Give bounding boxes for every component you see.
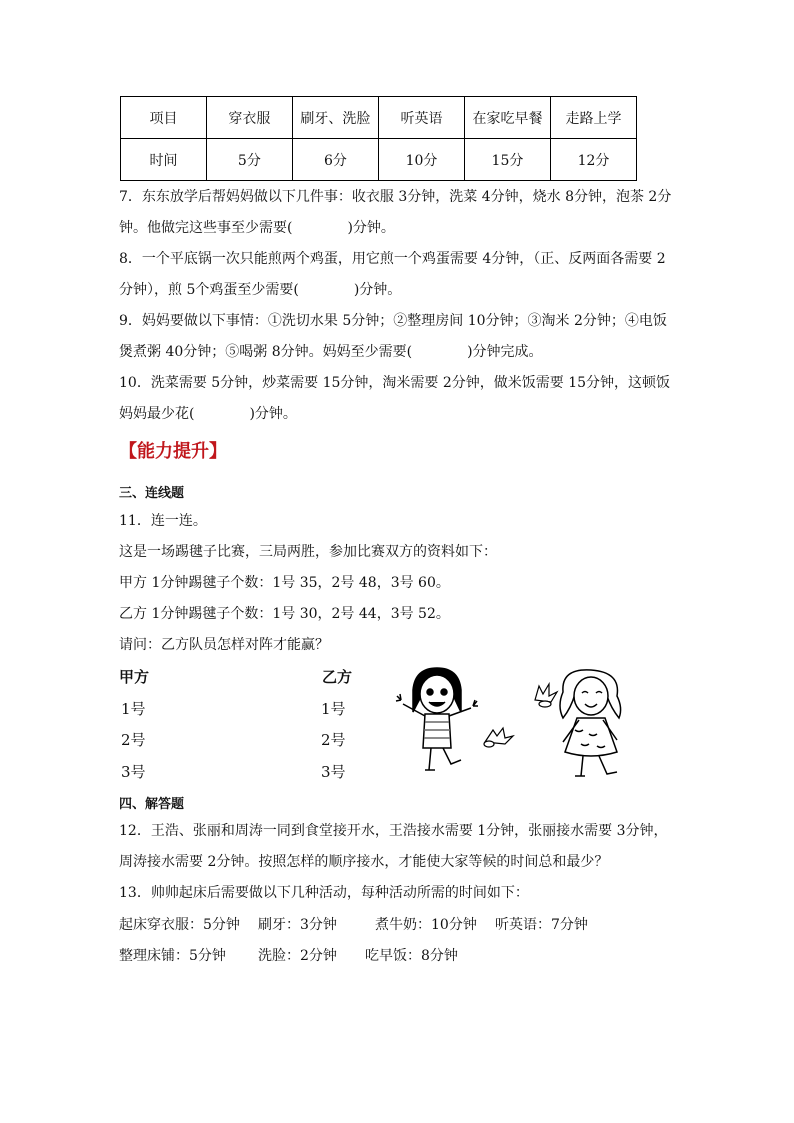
q10-line1: 10．洗菜需要 5分钟，炒菜需要 15分钟，淘米需要 2分钟，做米饭需要 15分钟，这顿饭 <box>119 375 671 391</box>
team-a-label: 甲方 <box>119 668 150 686</box>
team-b-player[interactable]: 1号 <box>321 700 346 718</box>
q7-text-end: )分钟。 <box>347 220 395 236</box>
schedule-table <box>120 96 637 181</box>
q8-line1: 8．一个平底锅一次只能煎两个鸡蛋，用它煎一个鸡蛋需要 4分钟，（正、反两面各需要 2 <box>119 251 666 267</box>
table-cell: 在家吃早餐 <box>464 97 550 139</box>
girl-right-icon <box>560 670 621 776</box>
q8-text: 分钟），煎 5个鸡蛋至少需要( <box>119 282 299 298</box>
q9-line2 <box>119 337 679 368</box>
q13-line: 13．帅帅起床后需要做以下几种活动，每种活动所需的时间如下： <box>119 885 529 901</box>
q7-text: 钟。他做完这些事至少需要( <box>119 220 293 236</box>
table-header-row <box>121 97 637 139</box>
q9-text-end: )分钟完成。 <box>467 344 543 360</box>
shuttlecock-icon <box>484 728 513 747</box>
activity-item: 刷牙：3分钟 <box>258 917 337 933</box>
team-a-player[interactable]: 1号 <box>121 700 146 718</box>
q11-line: 这是一场踢毽子比赛，三局两胜，参加比赛双方的资料如下： <box>119 544 497 560</box>
question-13 <box>119 878 679 909</box>
q10-text-end: )分钟。 <box>249 406 297 422</box>
team-a-player[interactable]: 2号 <box>121 731 146 749</box>
section-heading-4: 四、解答题 <box>119 797 185 812</box>
q9-text: 煲煮粥 40分钟；⑤喝粥 8分钟。妈妈至少需要( <box>119 344 413 360</box>
activity-item: 整理床铺：5分钟 <box>119 948 226 964</box>
table-cell: 12分 <box>550 139 636 181</box>
table-cell: 听英语 <box>378 97 464 139</box>
q10-line2 <box>119 399 679 430</box>
q8-text-end: )分钟。 <box>353 282 402 298</box>
q11-line: 请问：乙方队员怎样对阵才能赢？ <box>119 637 329 653</box>
q9-line1: 9．妈妈要做以下事情：①洗切水果 5分钟；②整理房间 10分钟；③淘米 2分钟；④电饭 <box>119 313 667 329</box>
q12-line: 周涛接水需要 2分钟。按照怎样的顺序接水，才能使大家等候的时间总和最少？ <box>119 854 609 870</box>
q7-line2 <box>119 213 679 244</box>
girl-left-icon <box>396 668 478 770</box>
shuttlecock-icon <box>535 684 557 707</box>
q7-line1: 7．东东放学后帮妈妈做以下几件事：收衣服 3分钟，洗菜 4分钟，烧水 8分钟，泡茶 2分 <box>119 189 672 205</box>
question-block-7-10 <box>119 182 679 430</box>
table-cell: 走路上学 <box>550 97 636 139</box>
q11-line: 甲方 1分钟踢毽子个数：1号 35，2号 48，3号 60。 <box>119 575 450 591</box>
table-cell: 10分 <box>378 139 464 181</box>
activity-item: 听英语：7分钟 <box>495 917 588 933</box>
q12-line: 12．王浩、张丽和周涛一同到食堂接开水，王浩接水需要 1分钟，张丽接水需要 3分钟， <box>119 823 668 839</box>
girls-kicking-shuttlecock-illustration <box>395 660 640 780</box>
q10-text: 妈妈最少花( <box>119 406 195 422</box>
section-title: 【能力提升】 <box>119 441 227 462</box>
team-a-player[interactable]: 3号 <box>121 763 146 781</box>
table-cell: 6分 <box>292 139 378 181</box>
table-cell: 5分 <box>206 139 292 181</box>
team-b-player[interactable]: 2号 <box>321 731 346 749</box>
team-b-player[interactable]: 3号 <box>321 763 346 781</box>
activity-item: 吃早饭：8分钟 <box>365 948 458 964</box>
team-b-label: 乙方 <box>322 668 353 686</box>
table-cell: 刷牙、洗脸 <box>292 97 378 139</box>
table-cell: 15分 <box>464 139 550 181</box>
q11-line: 11．连一连。 <box>119 513 207 529</box>
activity-item: 起床穿衣服：5分钟 <box>119 917 240 933</box>
question-11 <box>119 506 679 661</box>
activity-item: 洗脸：2分钟 <box>258 948 337 964</box>
q11-line: 乙方 1分钟踢毽子个数：1号 30，2号 44，3号 52。 <box>119 606 450 622</box>
question-12 <box>119 816 679 878</box>
table-cell: 穿衣服 <box>206 97 292 139</box>
section-heading-3: 三、连线题 <box>119 486 185 501</box>
table-cell: 项目 <box>121 97 207 139</box>
activity-item: 煮牛奶：10分钟 <box>375 917 477 933</box>
table-cell: 时间 <box>121 139 207 181</box>
table-row <box>121 139 637 181</box>
q8-line2 <box>119 275 679 306</box>
